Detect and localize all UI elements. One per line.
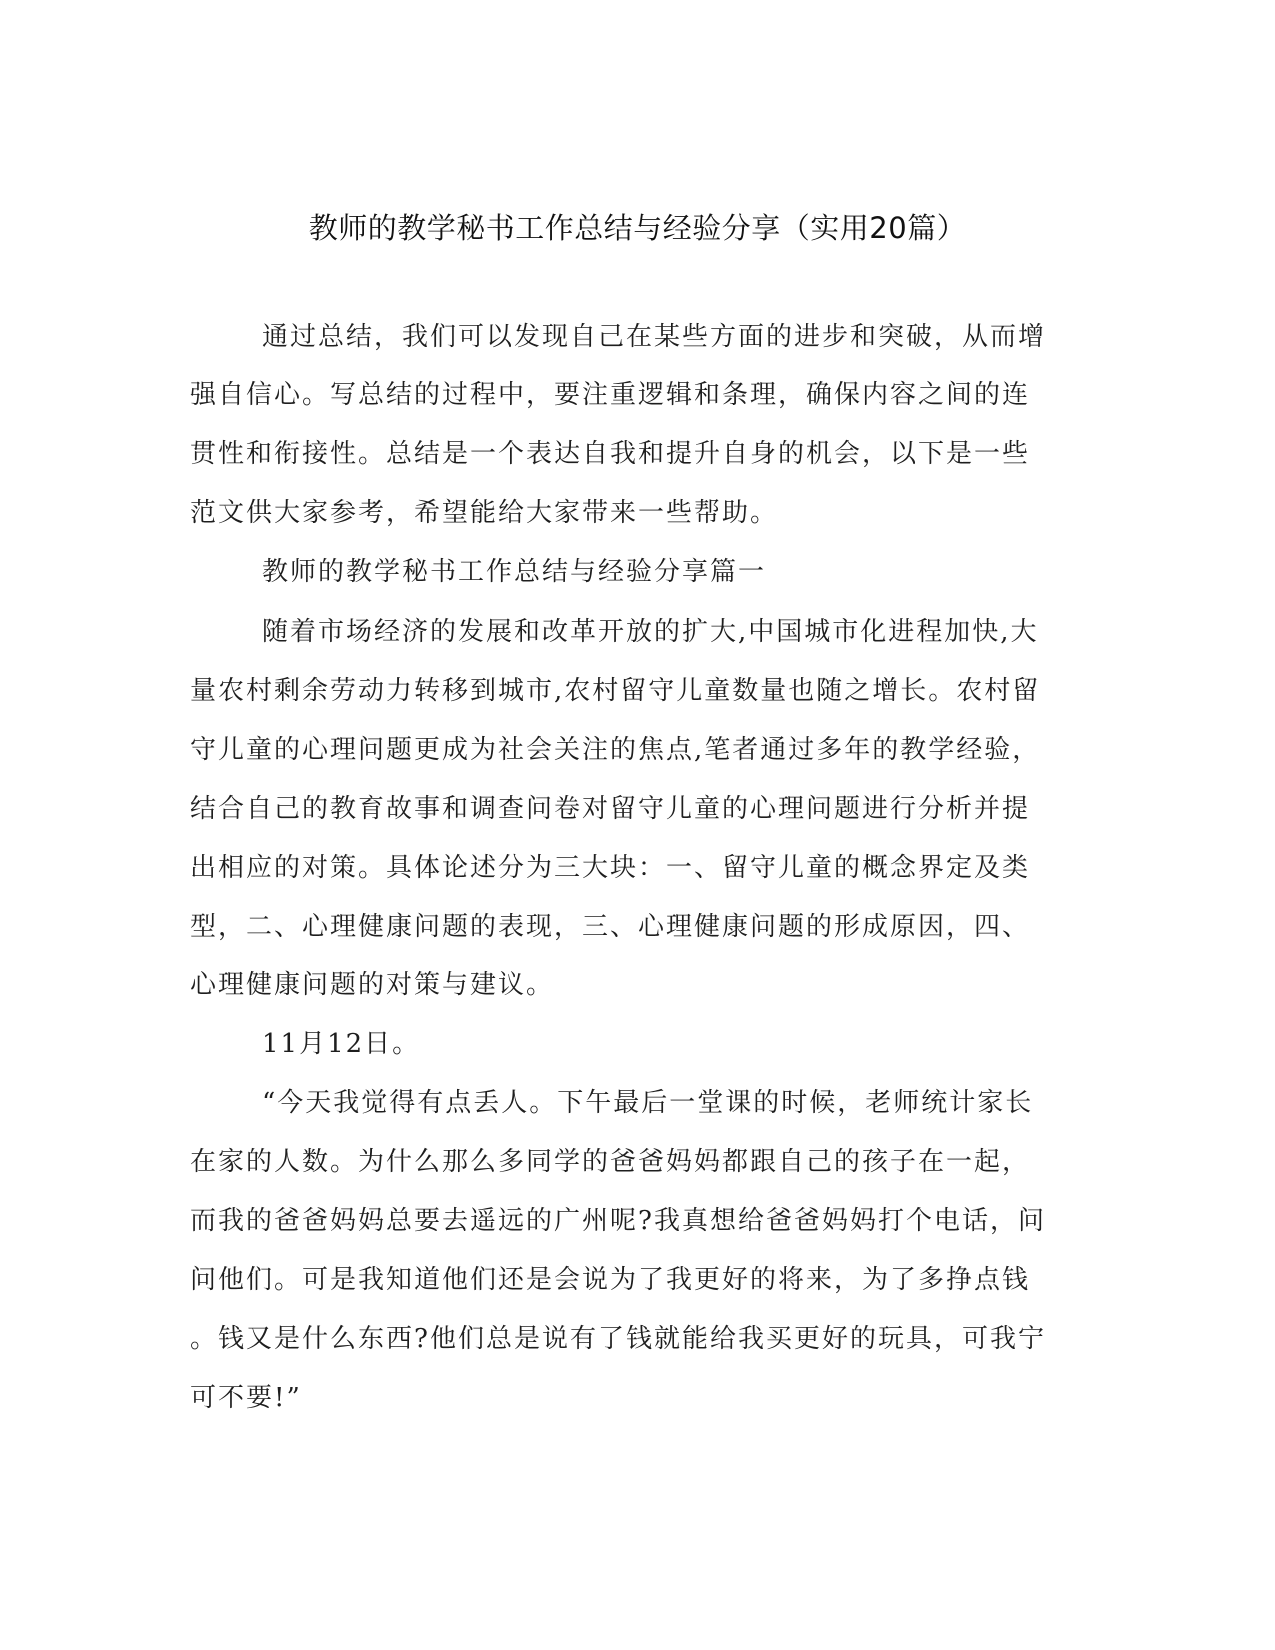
text-line: 出相应的对策。具体论述分为三大块：一、留守儿童的概念界定及类 — [190, 853, 1031, 883]
text-line: 贯性和衔接性。总结是一个表达自我和提升自身的机会，以下是一些 — [190, 439, 1031, 469]
text-line: 量农村剩余劳动力转移到城市,农村留守儿童数量也随之增长。农村留 — [190, 676, 1041, 706]
text-line: 结合自己的教育故事和调查问卷对留守儿童的心理问题进行分析并提 — [190, 794, 1031, 824]
section-heading: 教师的教学秘书工作总结与经验分享篇一 — [262, 557, 767, 587]
text-line: 而我的爸爸妈妈总要去遥远的广州呢?我真想给爸爸妈妈打个电话，问 — [190, 1206, 1046, 1236]
text-line: 强自信心。写总结的过程中，要注重逻辑和条理，确保内容之间的连 — [190, 380, 1031, 410]
text-line: 在家的人数。为什么那么多同学的爸爸妈妈都跟自己的孩子在一起， — [190, 1147, 1031, 1177]
text-line: 型，二、心理健康问题的表现，三、心理健康问题的形成原因，四、 — [190, 912, 1031, 942]
text-line: 通过总结，我们可以发现自己在某些方面的进步和突破，从而增 — [262, 322, 1047, 352]
text-line: 范文供大家参考，希望能给大家带来一些帮助。 — [190, 498, 779, 528]
text-line: 随着市场经济的发展和改革开放的扩大,中国城市化进程加快,大 — [262, 617, 1039, 647]
date-line: 11月12日。 — [262, 1029, 421, 1059]
text-line: 可不要!” — [190, 1383, 302, 1413]
text-line: 心理健康问题的对策与建议。 — [190, 970, 555, 1000]
text-line: 。钱又是什么东西?他们总是说有了钱就能给我买更好的玩具，可我宁 — [190, 1324, 1046, 1354]
document-title: 教师的教学秘书工作总结与经验分享（实用20篇） — [308, 211, 967, 245]
text-line: 守儿童的心理问题更成为社会关注的焦点,笔者通过多年的教学经验， — [190, 735, 1041, 765]
text-line: 问他们。可是我知道他们还是会说为了我更好的将来，为了多挣点钱 — [190, 1265, 1031, 1295]
text-line: “今天我觉得有点丢人。下午最后一堂课的时候，老师统计家长 — [262, 1088, 1034, 1118]
